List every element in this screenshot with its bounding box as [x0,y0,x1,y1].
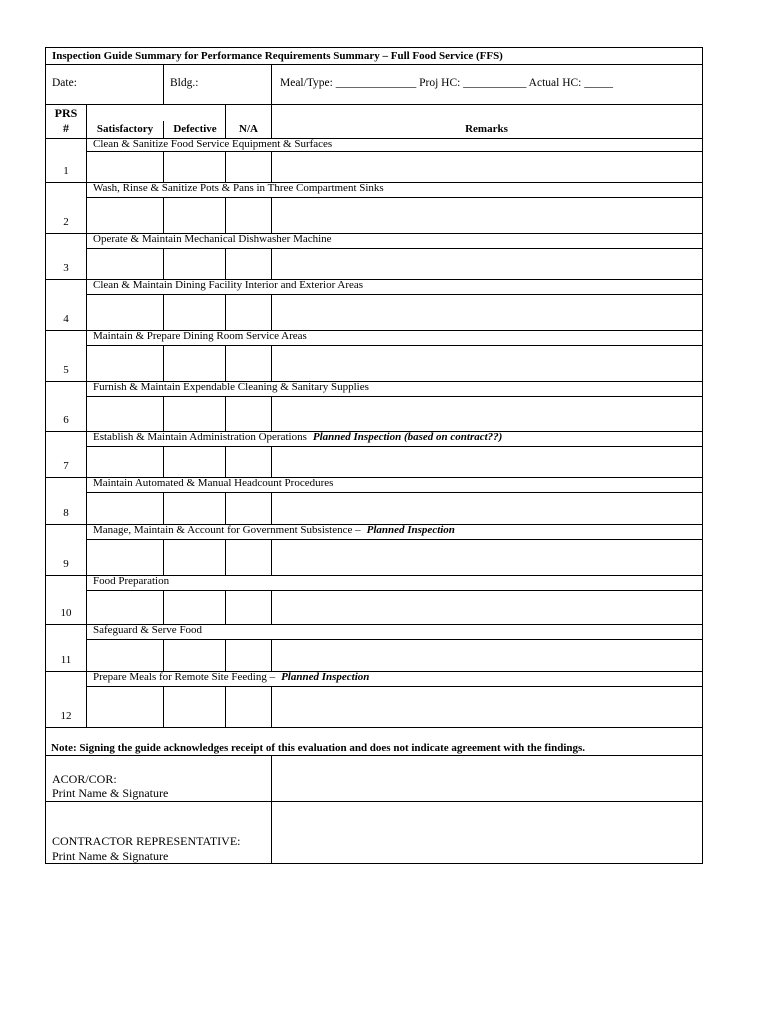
satisfactory-cell[interactable] [87,540,163,575]
defective-header: Defective [173,123,217,135]
acor-signature-field[interactable] [272,756,701,801]
prs-description [93,575,169,588]
remarks-cell[interactable] [272,687,701,727]
na-cell[interactable] [226,295,271,330]
prs-description-text: Operate & Maintain Mechanical Dishwasher Machine [93,233,332,245]
inspection-form [45,47,703,864]
prs-description-text: Clean & Sanitize Food Service Equipment & Surfaces [93,138,333,150]
satisfactory-cell[interactable] [87,198,163,233]
prs-number-header: # [63,121,69,135]
satisfactory-cell[interactable] [87,591,163,624]
na-cell[interactable] [226,152,271,182]
remarks-cell[interactable] [272,152,701,182]
na-cell[interactable] [226,540,271,575]
prs-number: 1 [63,165,69,177]
remarks-cell[interactable] [272,198,701,233]
remarks-cell[interactable] [272,493,701,524]
date-row-bottom [45,104,703,105]
prs-description [93,330,307,343]
date-divider-2 [271,64,272,104]
remarks-header: Remarks [465,123,508,135]
remarks-cell[interactable] [272,295,701,330]
planned-inspection-note: Planned Inspection (based on contract??) [312,431,503,443]
defective-cell[interactable] [164,346,225,381]
satisfactory-cell[interactable] [87,249,163,279]
planned-inspection-note: Planned Inspection [366,524,455,536]
meal-cell[interactable] [272,65,701,103]
remarks-cell[interactable] [272,591,701,624]
na-cell[interactable] [226,687,271,727]
defective-cell[interactable] [164,447,225,477]
satisfactory-cell[interactable] [87,447,163,477]
prs-description-text: Food Preparation [93,575,170,587]
na-cell[interactable] [226,249,271,279]
acknowledgement-note: Note: Signing the guide acknowledges receipt of this evaluation and does not indicate agreement with the findings. [51,742,586,754]
date-label: Date: [52,77,77,89]
contractor-label: CONTRACTOR REPRESENTATIVE: [52,834,241,848]
prs-description-text: Clean & Maintain Dining Facility Interior and Exterior Areas [93,279,364,291]
prs-description [93,624,202,637]
prs-description-text: Establish & Maintain Administration Operations [93,431,307,443]
satisfactory-cell[interactable] [87,397,163,431]
prs-description-text: Prepare Meals for Remote Site Feeding – [93,671,276,683]
prs-description [93,671,369,684]
defective-cell[interactable] [164,198,225,233]
prs-header: PRS [54,106,78,120]
bldg-label: Bldg.: [170,77,199,89]
acor-sub-label: Print Name & Signature [52,786,169,800]
prs-number: 9 [63,558,69,570]
na-cell[interactable] [226,397,271,431]
prs-description-text: Maintain Automated & Manual Headcount Procedures [93,477,334,489]
satisfactory-cell[interactable] [87,640,163,671]
na-cell[interactable] [226,640,271,671]
prs-description [93,381,369,394]
prs-description [93,233,332,246]
prs-number: 3 [63,262,69,274]
header-divider-3 [225,104,226,138]
prs-number: 5 [63,364,69,376]
prs-description [93,279,363,292]
remarks-cell[interactable] [272,540,701,575]
border-top [45,47,703,48]
prs-description [93,431,502,444]
prs-description [93,477,333,490]
satisfactory-cell[interactable] [87,152,163,182]
prs-number: 2 [63,216,69,228]
date-cell[interactable] [46,65,162,103]
na-cell[interactable] [226,198,271,233]
remarks-cell[interactable] [272,447,701,477]
defective-cell[interactable] [164,152,225,182]
satisfactory-cell[interactable] [87,687,163,727]
prs-number: 10 [60,607,72,619]
meal-type-line: Meal/Type: ______________ Proj HC: ___________ Actual HC: _____ [280,77,614,89]
acor-label: ACOR/COR: [52,772,117,786]
border-right [702,47,703,864]
defective-cell[interactable] [164,493,225,524]
defective-cell[interactable] [164,687,225,727]
satisfactory-cell[interactable] [87,346,163,381]
prs-number: 6 [63,414,69,426]
prs-description-text: Maintain & Prepare Dining Room Service Areas [93,330,307,342]
remarks-cell[interactable] [272,346,701,381]
prs-description-text: Furnish & Maintain Expendable Cleaning & Sanitary Supplies [93,381,369,393]
na-cell[interactable] [226,447,271,477]
satisfactory-cell[interactable] [87,493,163,524]
prs-description [93,524,455,537]
prs-description-text: Safeguard & Serve Food [93,624,203,636]
defective-cell[interactable] [164,295,225,330]
bldg-cell[interactable] [164,65,270,103]
signature-divider [271,755,272,863]
defective-cell[interactable] [164,397,225,431]
defective-cell[interactable] [164,640,225,671]
border-bottom [45,863,703,864]
prs-number: 8 [63,507,69,519]
defective-cell[interactable] [164,591,225,624]
na-cell[interactable] [226,591,271,624]
planned-inspection-note: Planned Inspection [281,671,370,683]
remarks-cell[interactable] [272,397,701,431]
prs-description [93,138,332,151]
remarks-cell[interactable] [272,249,701,279]
prs-description [93,182,384,195]
satisfactory-header: Satisfactory [96,123,154,135]
header-divider-4 [271,104,272,138]
table-bottom [45,727,703,728]
header-divider-2 [163,121,164,138]
remarks-cell[interactable] [272,640,701,671]
prs-description-text: Wash, Rinse & Sanitize Pots & Pans in Three Compartment Sinks [93,182,384,194]
contractor-signature-field[interactable] [272,802,701,863]
defective-cell[interactable] [164,249,225,279]
contractor-sub-label: Print Name & Signature [52,849,169,863]
prs-number: 4 [63,313,69,325]
na-cell[interactable] [226,493,271,524]
prs-description-text: Manage, Maintain & Account for Government Subsistence – [93,524,361,536]
date-divider-1 [163,64,164,104]
form-title: Inspection Guide Summary for Performance Requirements Summary – Full Food Service (FFS) [52,50,503,62]
satisfactory-cell[interactable] [87,295,163,330]
prs-number: 11 [60,654,72,666]
na-cell[interactable] [226,346,271,381]
na-header: N/A [239,123,258,135]
header-divider-1 [86,104,87,138]
prs-number: 12 [60,710,72,722]
prs-number: 7 [63,460,69,472]
defective-cell[interactable] [164,540,225,575]
